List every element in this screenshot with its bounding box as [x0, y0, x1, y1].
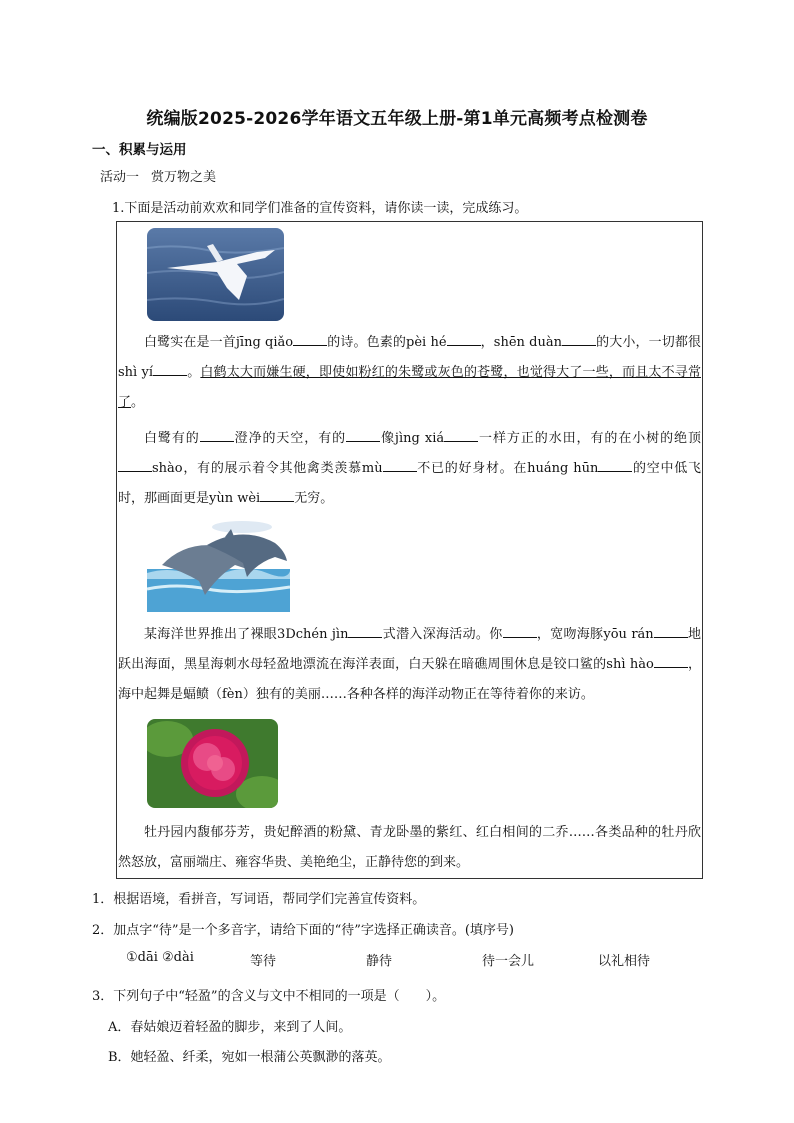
activity-number: 活动一: [100, 170, 140, 185]
question-1-intro: 1.下面是活动前欢欢和同学们准备的宣传资料，请你读一读，完成练习。: [112, 201, 528, 216]
section-heading: 一、积累与运用: [92, 142, 187, 158]
underlined-sentence: 白鹤太大而嫌生硬，即使如粉红的朱鹭或灰色的苍鹭，也觉得大了一些，而且太不寻常了: [118, 365, 701, 410]
passage-paragraph-3: 某海洋世界推出了裸眼3Dchén jìn 式潜入深海活动。你 ，宽吻海豚yōu rán 地跃出海面，黑星海刺水母轻盈地漂流在海洋表面，白天躲在暗礁周围休息是铰口鲨的shì hào ，海中起舞是蝠鲼（fèn）独有的美丽……各种各样的海洋动物正在等待着你的来访。: [116, 620, 703, 710]
peony-photo: [147, 719, 278, 808]
option-jingdai: 静待: [366, 954, 393, 969]
activity-name: 赏万物之美: [151, 170, 217, 185]
answer-blank[interactable]: [503, 623, 537, 638]
answer-blank[interactable]: [293, 331, 327, 346]
passage-paragraph-2: 白鹭有的 澄净的天空，有的 像jìng xiá 一样方正的水田，有的在小树的绝顶shào，有的展示着令其他禽类羡慕mù 不已的好身材。在huáng hūn 的空中低飞时，那画面更是yùn wèi 无穷。: [116, 424, 703, 514]
passage-paragraph-4: 牡丹园内馥郁芬芳，贵妃醉酒的粉黛、青龙卧墨的紫红、红白相间的二乔……各类品种的牡丹欣然怒放，富丽端庄、雍容华贵、美艳绝尘，正静待您的到来。: [118, 825, 701, 870]
answer-blank[interactable]: [383, 457, 417, 472]
option-dai-yihuier: 待一会儿: [482, 954, 535, 969]
answer-blank[interactable]: [562, 331, 596, 346]
document-title: 统编版2025-2026学年语文五年级上册-第1单元高频考点检测卷: [146, 109, 648, 129]
question-3: 3．下列句子中“轻盈”的含义与文中不相同的一项是（ ）。: [92, 989, 446, 1004]
question-2: 2．加点字“待”是一个多音字，请给下面的“待”字选择正确读音。(填序号): [92, 923, 514, 938]
dolphin-photo: [147, 517, 290, 612]
answer-blank[interactable]: [444, 427, 478, 442]
option-yilixiangdai: 以礼相待: [598, 954, 651, 969]
answer-blank[interactable]: [348, 623, 382, 638]
question-3-option-a[interactable]: A．春姑娘迈着轻盈的脚步，来到了人间。: [108, 1020, 352, 1035]
passage-paragraph-1: 白鹭实在是一首jīng qiǎo 的诗。色素的pèi hé ，shēn duàn 的大小，一切都很shì yí 。白鹤太大而嫌生硬，即使如粉红的朱鹭或灰色的苍鹭，也觉得大了一些，而且太不寻常了。: [116, 328, 703, 418]
answer-blank[interactable]: [260, 487, 294, 502]
answer-blank[interactable]: [654, 653, 688, 668]
answer-blank[interactable]: [447, 331, 481, 346]
answer-blank[interactable]: [118, 457, 152, 472]
answer-blank[interactable]: [346, 427, 380, 442]
egret-photo: [147, 228, 284, 321]
activity-heading: [100, 166, 228, 185]
answer-blank[interactable]: [654, 623, 688, 638]
pronunciation-choices: ①dāi ②dài: [126, 950, 194, 965]
answer-blank[interactable]: [200, 427, 234, 442]
answer-blank[interactable]: [598, 457, 632, 472]
question-3-option-b[interactable]: B．她轻盈、纤柔，宛如一根蒲公英飘渺的落英。: [108, 1050, 391, 1065]
question-1: 1．根据语境，看拼音，写词语，帮同学们完善宣传资料。: [92, 892, 426, 907]
answer-blank[interactable]: [153, 361, 187, 376]
option-dengdai: 等待: [250, 954, 277, 969]
